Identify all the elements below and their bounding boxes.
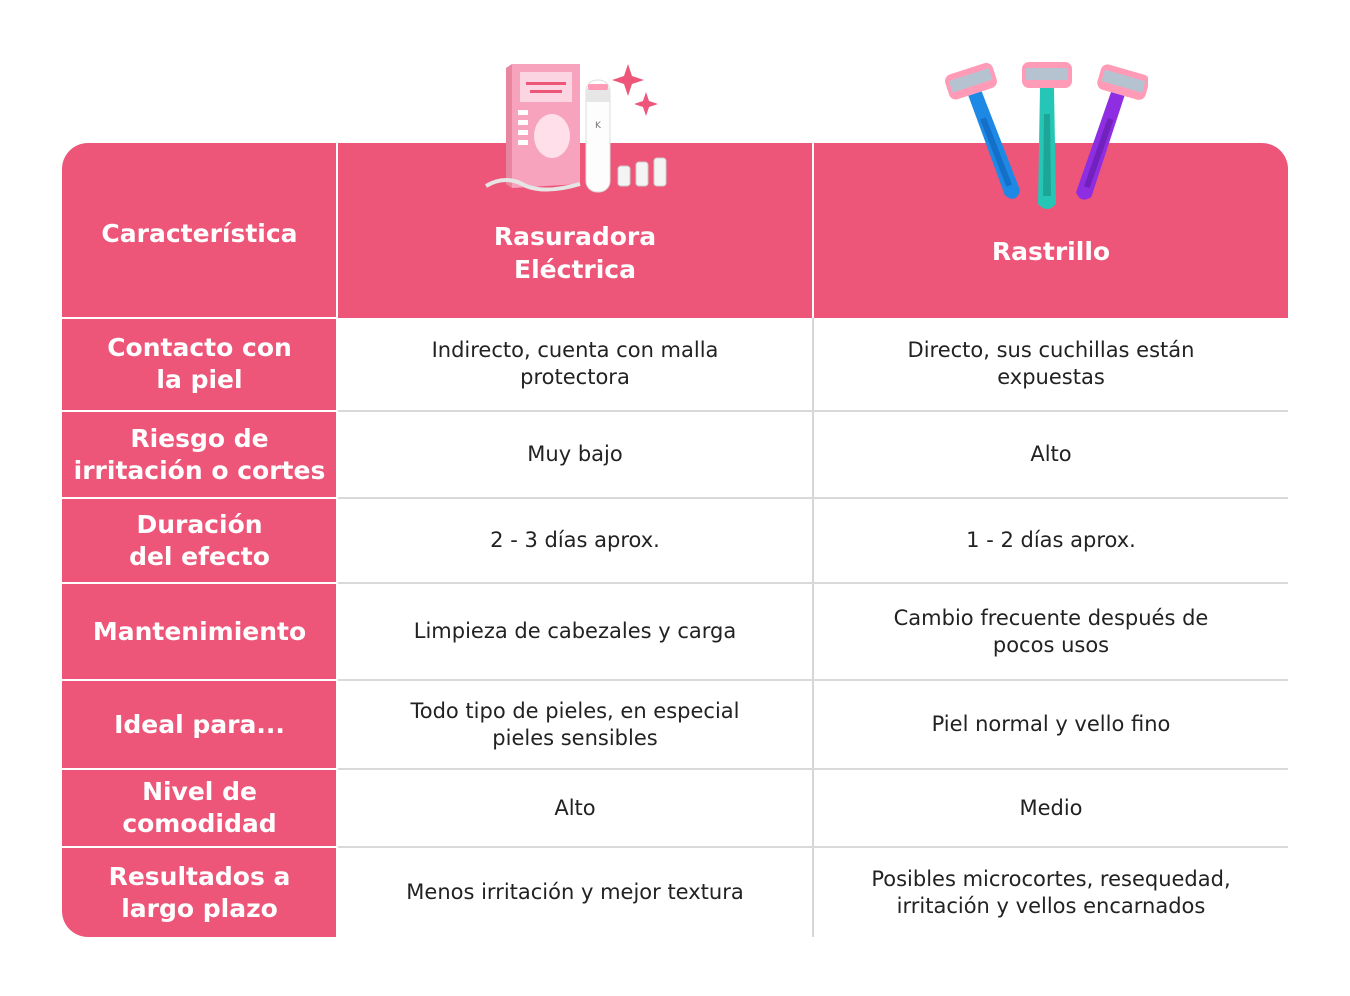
row-label-line-1: Mantenimiento — [92, 616, 307, 646]
razor-value-line-1: Posibles microcortes, resequedad, — [871, 866, 1231, 891]
razor-value-line-1: Medio — [1019, 795, 1083, 820]
header-col2-label: Rastrillo — [991, 236, 1111, 266]
row-label-line-2: del efecto — [129, 541, 270, 571]
row-label-line-2: comodidad — [122, 809, 277, 838]
electric-shaver-value — [338, 848, 812, 937]
row-label-line-2: irritación o cortes — [73, 455, 326, 485]
electric-shaver-value — [338, 318, 812, 410]
row-label — [62, 770, 337, 846]
razor-value-line-1: 1 - 2 días aprox. — [966, 528, 1136, 552]
razor-value — [814, 584, 1288, 679]
comparison-table — [62, 143, 1288, 937]
three-razors-image — [944, 58, 1148, 214]
razor-value — [814, 499, 1288, 582]
razor-value — [814, 770, 1288, 846]
header-razor — [814, 201, 1288, 301]
header-feature-label: Característica — [101, 218, 298, 248]
razor-value-line-2: expuestas — [997, 365, 1105, 389]
header-col1-line2: Eléctrica — [514, 255, 636, 284]
razor-value-line-2: irritación y vellos encarnados — [896, 893, 1206, 918]
row-label — [62, 681, 337, 768]
electric-shaver-value-line-1: Alto — [554, 795, 596, 820]
row-label-line-2: largo plazo — [121, 893, 278, 923]
electric-shaver-value-line-1: Todo tipo de pieles, en especial — [410, 698, 740, 723]
electric-shaver-value-line-1: Limpieza de cabezales y carga — [413, 619, 737, 643]
electric-shaver-value — [338, 770, 812, 846]
electric-shaver-value — [338, 499, 812, 582]
razor-value-line-1: Cambio frecuente después de — [893, 605, 1209, 630]
row-label — [62, 499, 337, 582]
electric-shaver-value-line-2: pieles sensibles — [492, 725, 658, 750]
row-label-line-1: Ideal para... — [114, 709, 285, 739]
row-label — [62, 318, 337, 410]
razor-value — [814, 318, 1288, 410]
row-label-line-1: Duración — [136, 509, 263, 539]
row-label-line-1: Riesgo de — [130, 423, 269, 453]
electric-shaver-value — [338, 584, 812, 679]
razor-value — [814, 681, 1288, 768]
razor-value-line-1: Alto — [1030, 442, 1072, 466]
row-label-line-2: la piel — [156, 365, 243, 394]
header-col1-line1: Rasuradora — [493, 222, 657, 251]
electric-shaver-value-line-1: Menos irritación y mejor textura — [406, 880, 744, 904]
razor-value-line-1: Directo, sus cuchillas están — [907, 338, 1195, 362]
razor-value — [814, 412, 1288, 497]
row-label-line-1: Contacto con — [107, 333, 292, 362]
row-label-line-1: Resultados a — [108, 861, 291, 891]
row-label — [62, 848, 337, 937]
sparkle-icon — [612, 62, 658, 120]
razor-value-line-1: Piel normal y vello fino — [931, 712, 1171, 736]
header-electric-shaver — [338, 203, 812, 303]
electric-shaver-value — [338, 412, 812, 497]
razor-value-line-2: pocos usos — [992, 632, 1110, 657]
electric-shaver-value-line-1: Muy bajo — [527, 442, 623, 466]
electric-shaver-value-line-1: Indirecto, cuenta con malla — [431, 338, 719, 362]
electric-shaver-value — [338, 681, 812, 768]
electric-shaver-value-line-2: protectora — [520, 365, 630, 389]
electric-shaver-value-line-1: 2 - 3 días aprox. — [490, 528, 660, 552]
header-feature — [62, 183, 337, 283]
row-label-line-1: Nivel de — [142, 777, 257, 806]
row-label — [62, 412, 337, 497]
razor-value — [814, 848, 1288, 937]
row-label — [62, 584, 337, 679]
svg-text:K: K — [595, 121, 601, 131]
